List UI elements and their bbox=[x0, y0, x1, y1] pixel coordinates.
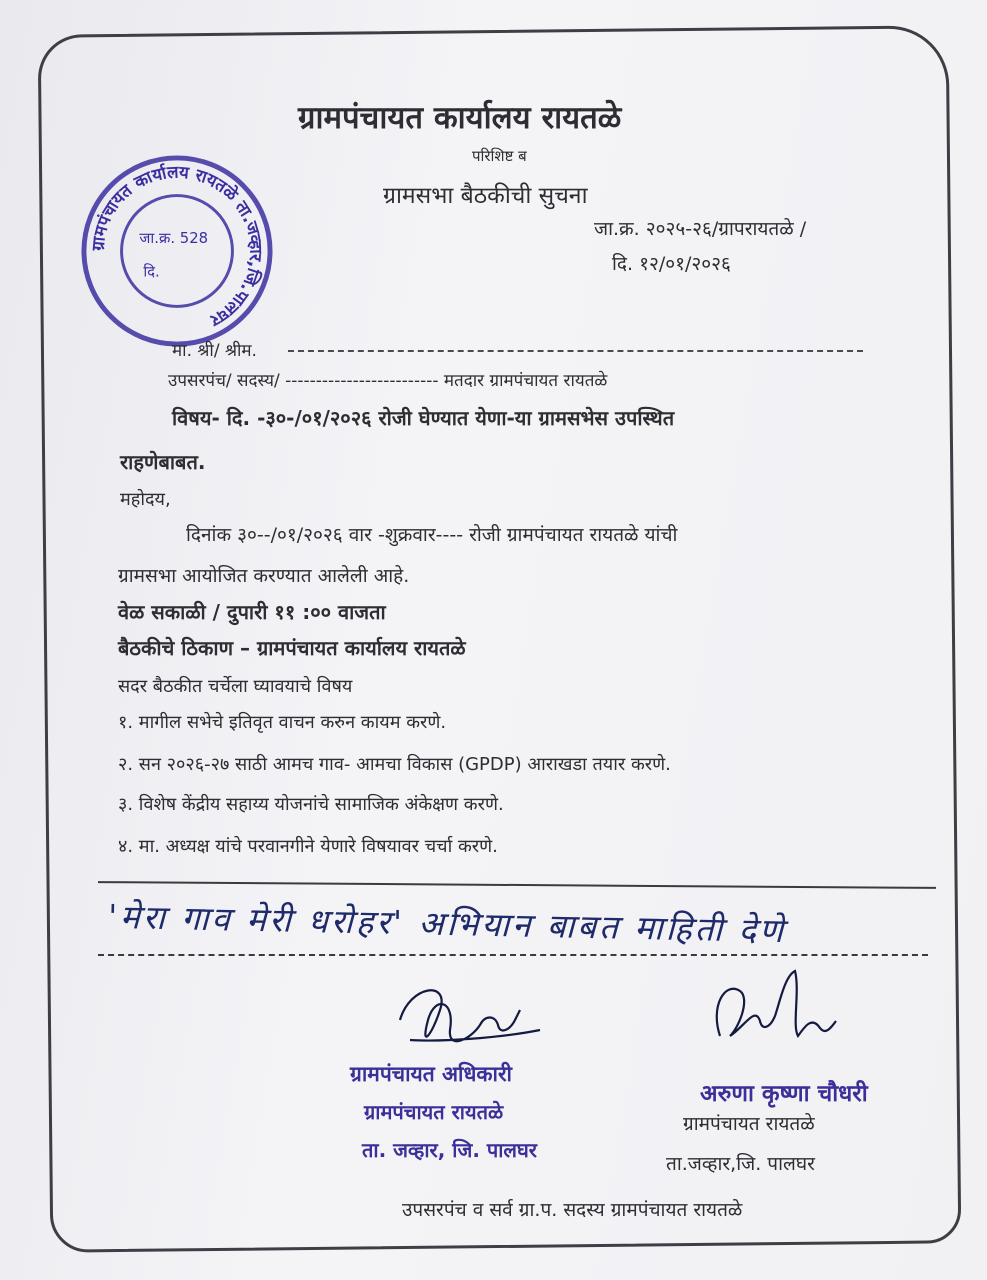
seal-ring-text: ग्रामपंचायत कार्यालय रायतळे ता.जव्हार,जि.पालघर bbox=[87, 161, 267, 331]
member-line: उपसरपंच/ सदस्य/ ------------------------- मतदार ग्रामपंचायत रायतळे bbox=[168, 371, 608, 391]
paragraph-line-2: ग्रामसभा आयोजित करण्यात आलेली आहे. bbox=[118, 565, 410, 587]
office-title: ग्रामपंचायत कार्यालय रायतळे bbox=[298, 100, 622, 136]
seal-inner-line1: जा.क्र. 528 bbox=[139, 229, 209, 248]
notice-subtitle: ग्रामसभा बैठकीची सुचना bbox=[383, 183, 588, 209]
addressee-label: मा. श्री/ श्रीम. bbox=[172, 341, 257, 361]
office-seal-stamp bbox=[78, 152, 276, 350]
agenda-item: ३. विशेष केंद्रीय सहाय्य योजनांचे सामाजिक अंकेक्षण करणे. bbox=[118, 794, 504, 815]
divider-dashed-line bbox=[98, 954, 928, 956]
sarpanch-signature bbox=[700, 966, 850, 1066]
topics-heading: सदर बैठकीत चर्चेला घ्यावयाचे विषय bbox=[118, 676, 353, 697]
paragraph-line-1: दिनांक ३०--/०१/२०२६ वार -शुक्रवार---- रोजी ग्रामपंचायत रायतळे यांची bbox=[186, 524, 678, 546]
recipients-footer: उपसरपंच व सर्व ग्रा.प. सदस्य ग्रामपंचायत रायतळे bbox=[402, 1199, 743, 1221]
sarpanch-office: ग्रामपंचायत रायतळे bbox=[683, 1113, 815, 1135]
officer-location: ता. जव्हार, जि. पालघर bbox=[362, 1138, 537, 1162]
officer-signature bbox=[380, 980, 560, 1060]
handwritten-agenda-note: 'मेरा गाव मेरी धरोहर' अभियान बाबत माहिती देणे bbox=[107, 896, 787, 951]
sarpanch-name: अरुणा कृष्णा चौधरी bbox=[700, 1081, 868, 1107]
notice-date: दि. १२/०१/२०२६ bbox=[612, 253, 731, 275]
reference-number: जा.क्र. २०२५-२६/ग्रापरायतळे / bbox=[594, 218, 807, 240]
agenda-item: ४. मा. अध्यक्ष यांचे परवानगीने येणारे विषयावर चर्चा करणे. bbox=[118, 836, 498, 857]
officer-designation: ग्रामपंचायत अधिकारी bbox=[350, 1062, 512, 1086]
seal-inner-line2: दि. bbox=[143, 262, 160, 281]
agenda-item: १. मागील सभेचे इतिवृत वाचन करुन कायम करणे. bbox=[118, 712, 447, 733]
addressee-blank-line bbox=[288, 350, 863, 352]
officer-office: ग्रामपंचायत रायतळे bbox=[364, 1100, 504, 1124]
agenda-item: २. सन २०२६-२७ साठी आमच गाव- आमचा विकास (GPDP) आराखडा तयार करणे. bbox=[118, 754, 671, 775]
meeting-time: वेळ सकाळी / दुपारी ११ :०० वाजता bbox=[118, 600, 386, 624]
salutation: महोदय, bbox=[120, 489, 171, 510]
subject-line-2: राहणेबाबत. bbox=[120, 450, 206, 474]
annex-label: परिशिष्ट ब bbox=[472, 147, 527, 165]
meeting-venue: बैठकीचे ठिकाण – ग्रामपंचायत कार्यालय रायतळे bbox=[118, 636, 466, 660]
subject-line-1: विषय- दि. -३०-/०१/२०२६ रोजी घेण्यात येणा-या ग्रामसभेस उपस्थित bbox=[172, 406, 675, 430]
sarpanch-location: ता.जव्हार,जि. पालघर bbox=[666, 1153, 815, 1175]
